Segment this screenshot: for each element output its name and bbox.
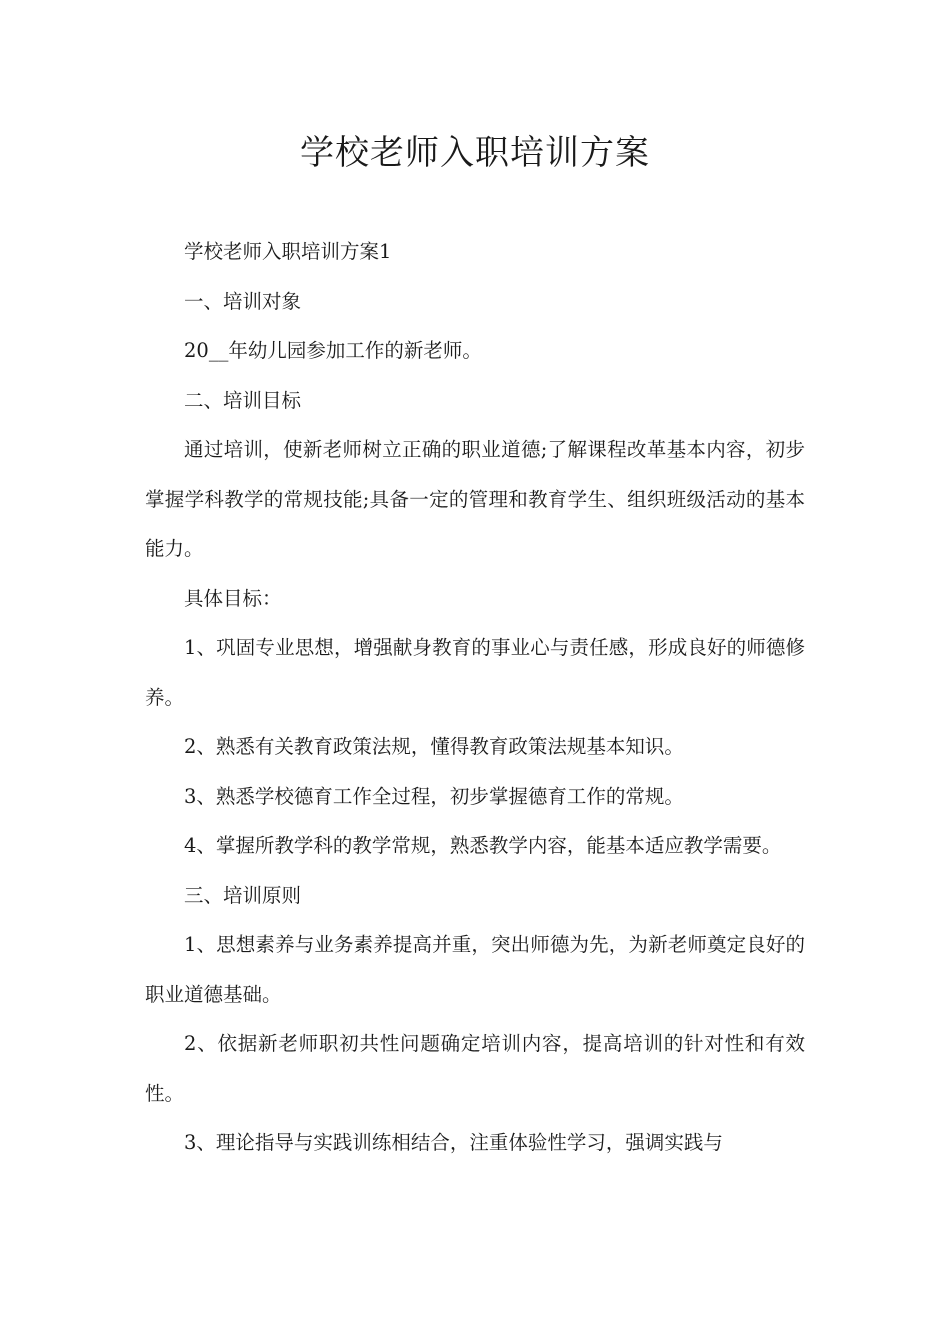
list-item: 1、思想素养与业务素养提高并重，突出师德为先，为新老师奠定良好的职业道德基础。	[145, 933, 805, 1006]
list-item: 3、理论指导与实践训练相结合，注重体验性学习，强调实践与	[184, 1131, 723, 1154]
paragraph: 20__年幼儿园参加工作的新老师。	[184, 339, 482, 362]
section-heading-training-target: 一、培训对象	[184, 289, 302, 313]
subheading-specific-goals: 具体目标：	[184, 586, 282, 610]
list-item: 2、依据新老师职初共性问题确定培训内容，提高培训的针对性和有效性。	[145, 1032, 805, 1105]
section-heading-training-principles: 三、培训原则	[184, 883, 302, 907]
list-item: 2、熟悉有关教育政策法规，懂得教育政策法规基本知识。	[184, 735, 684, 758]
document-body	[145, 227, 805, 1168]
document-title: 学校老师入职培训方案	[300, 133, 650, 173]
list-item: 3、熟悉学校德育工作全过程，初步掌握德育工作的常规。	[184, 784, 684, 808]
list-item: 1、巩固专业思想，增强献身教育的事业心与责任感，形成良好的师德修养。	[145, 636, 805, 709]
paragraph: 通过培训，使新老师树立正确的职业道德;了解课程改革基本内容，初步掌握学科教学的常规技能;具备一定的管理和教育学生、组织班级活动的基本能力。	[145, 438, 805, 560]
list-item: 4、掌握所教学科的教学常规，熟悉教学内容，能基本适应教学需要。	[184, 834, 782, 857]
section-heading-training-goals: 二、培训目标	[184, 388, 302, 412]
paragraph-heading-plan-1: 学校老师入职培训方案1	[184, 240, 392, 263]
